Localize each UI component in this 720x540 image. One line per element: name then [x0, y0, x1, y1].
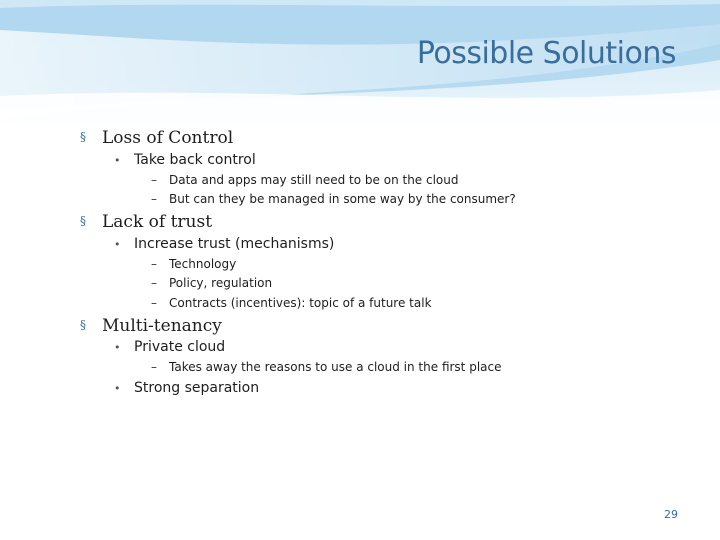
bullet-text: But can they be managed in some way by the consumer?	[169, 192, 516, 206]
detail-contracts	[151, 296, 432, 310]
detail-data-and-apps	[151, 173, 459, 187]
dash-bullet-icon: –	[151, 276, 157, 290]
bullet-text: Technology	[169, 257, 237, 271]
bullet-text: Policy, regulation	[169, 276, 273, 290]
detail-managed-by-consumer	[151, 192, 516, 206]
dot-bullet-icon: •	[114, 238, 121, 251]
page-number: 29	[664, 508, 678, 521]
square-bullet-icon: §	[80, 318, 86, 332]
dot-bullet-icon: •	[114, 341, 121, 354]
bullet-text: Loss of Control	[102, 128, 234, 148]
dash-bullet-icon: –	[151, 360, 157, 374]
bullet-loss-of-control	[80, 128, 233, 148]
sub-bullet-strong-separation	[114, 380, 259, 396]
dash-bullet-icon: –	[151, 192, 157, 206]
bullet-text: Data and apps may still need to be on the cloud	[169, 173, 459, 187]
dash-bullet-icon: –	[151, 173, 157, 187]
dash-bullet-icon: –	[151, 296, 157, 310]
bullet-text: Takes away the reasons to use a cloud in the first place	[169, 360, 502, 374]
dash-bullet-icon: –	[151, 257, 157, 271]
bullet-text: Lack of trust	[102, 212, 213, 232]
detail-takes-away-reasons	[151, 360, 502, 374]
dot-bullet-icon: •	[114, 154, 121, 167]
bullet-text: Private cloud	[134, 339, 226, 355]
bullet-multi-tenancy	[80, 316, 222, 336]
detail-technology	[151, 257, 236, 271]
bullet-text: Strong separation	[134, 380, 260, 396]
slide-title: Possible Solutions	[416, 36, 676, 71]
sub-bullet-take-back-control	[114, 152, 256, 168]
bullet-text: Contracts (incentives): topic of a future talk	[169, 296, 432, 310]
dot-bullet-icon: •	[114, 382, 121, 395]
sub-bullet-increase-trust	[114, 236, 334, 252]
bullet-text: Multi-tenancy	[102, 316, 222, 336]
square-bullet-icon: §	[80, 214, 86, 228]
bullet-text: Increase trust (mechanisms)	[134, 236, 335, 252]
detail-policy-regulation	[151, 276, 272, 290]
bullet-lack-of-trust	[80, 212, 212, 232]
sub-bullet-private-cloud	[114, 339, 225, 355]
square-bullet-icon: §	[80, 130, 86, 144]
bullet-text: Take back control	[134, 152, 256, 168]
